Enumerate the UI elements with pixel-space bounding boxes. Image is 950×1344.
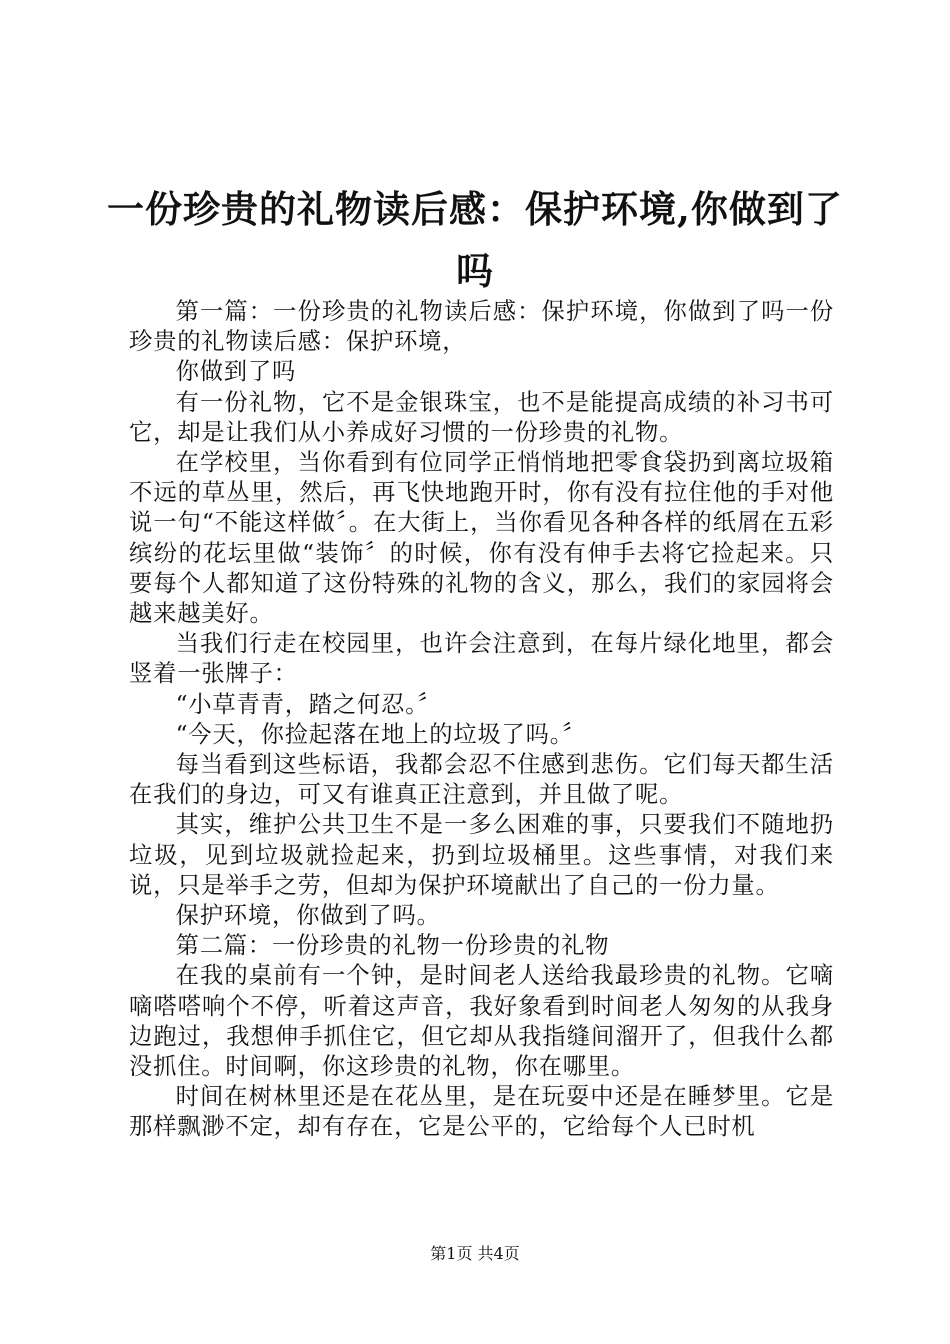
- paragraph: “小草青青，踏之何忍。〞: [175, 690, 442, 718]
- document-body: [129, 297, 834, 1143]
- paragraph: 你做到了吗: [175, 358, 297, 386]
- paragraph: 其实，维护公共卫生不是一多么困难的事，只要我们不随地扔垃圾，见到垃圾就捡起来，扔到垃圾桶里。这些事情，对我们来说，只是举手之劳，但却为保护环境献出了自己的一份力量。: [129, 811, 834, 899]
- paragraph: 在学校里，当你看到有位同学正悄悄地把零食袋扔到离垃圾箱不远的草丛里，然后，再飞快地跑开时，你有没有拉住他的手对他说一句“不能这样做〞。在大街上，当你看见各种各样的纸屑在五彩缤纷的花坛里做“装饰〞的时候，你有没有伸手去将它捡起来。只要每个人都知道了这份特殊的礼物的含义，那么，我们的家园将会越来越美好。: [129, 449, 834, 628]
- paragraph: “今天，你捡起落在地上的垃圾了吗。〞: [175, 720, 587, 748]
- page-number-footer: 第1页 共4页: [430, 1244, 520, 1263]
- paragraph: 每当看到这些标语，我都会忍不住感到悲伤。它们每天都生活在我们的身边，可又有谁真正注意到，并且做了呢。: [129, 751, 834, 809]
- paragraph: 当我们行走在校园里，也许会注意到，在每片绿化地里，都会竖着一张牌子：: [129, 630, 834, 688]
- paragraph: 有一份礼物，它不是金银珠宝，也不是能提高成绩的补习书可它，却是让我们从小养成好习惯的一份珍贵的礼物。: [129, 388, 834, 446]
- paragraph: 第二篇：一份珍贵的礼物一份珍贵的礼物: [175, 932, 610, 960]
- paragraph: 在我的桌前有一个钟，是时间老人送给我最珍贵的礼物。它嘀嘀嗒嗒响个不停，听着这声音，我好象看到时间老人匆匆的从我身边跑过，我想伸手抓住它，但它却从我指缝间溜开了，但我什么都没抓住。时间啊，你这珍贵的礼物，你在哪里。: [129, 962, 834, 1081]
- paragraph: 时间在树林里还是在花丛里，是在玩耍中还是在睡梦里。它是那样飘渺不定，却有存在，它是公平的，它给每个人已时机: [129, 1083, 834, 1141]
- paragraph: 保护环境，你做到了吗。: [175, 902, 441, 930]
- document-title: 一份珍贵的礼物读后感：保护环境,你做到了吗: [107, 187, 843, 293]
- paragraph: 第一篇：一份珍贵的礼物读后感：保护环境，你做到了吗一份珍贵的礼物读后感：保护环境，: [129, 298, 834, 356]
